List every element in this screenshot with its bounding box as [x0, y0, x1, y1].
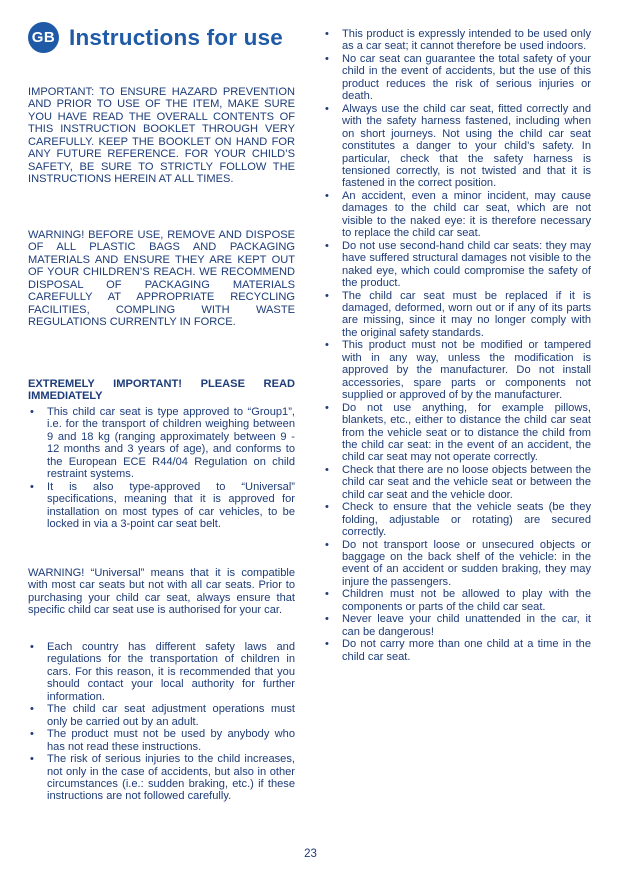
list-item: • The product must not be used by anybody who has not read these instructions. [28, 728, 295, 753]
list-item: • Do not use anything, for example pillows, blankets, etc., either to distance the child car seat from the vehicle seat or to distance the child from the child car seat: in the event of an accident, the child car seat may not operate correctly. [323, 402, 591, 464]
list-item: • This product is expressly intended to be used only as a car seat; it cannot therefore be used indoors. [323, 28, 591, 53]
page-title: Instructions for use [69, 24, 284, 50]
list-item: • Always use the child car seat, fitted correctly and with the safety harness fastened, including when on short journeys. Not using the child car seat constitutes a danger to your child’s safety. In particular, check that the safety harness is tensioned correctly, is not twisted and that it is fastened in the correct position. [323, 103, 591, 190]
language-badge: GB [28, 22, 59, 53]
list-item: • Children must not be allowed to play with the components or parts of the child car seat. [323, 588, 591, 613]
list-item: • It is also type-approved to “Universal” specifications, meaning that it is approved for installation on most types of car vehicles, to be locked in via a 3-point car seat belt. [28, 481, 295, 531]
list-item: • The child car seat adjustment operations must only be carried out by an adult. [28, 703, 295, 728]
important-notice: IMPORTANT: TO ENSURE HAZARD PREVENTION AND PRIOR TO USE OF THE ITEM, MAKE SURE YOU HAVE READ THE OVERALL CONTENTS OF THIS INSTRUCTION BOOKLET THROUGH VERY CAREFULLY. KEEP THE BOOKLET ON HAND FOR ANY FUTURE REFERENCE. FOR YOUR CHILD’S SAFETY, BE SURE TO STRICTLY FOLLOW THE INSTRUCTIONS HEREIN AT ALL TIMES. [28, 86, 295, 186]
list-item: • This child car seat is type approved to “Group1”, i.e. for the transport of children weighing between 9 and 18 kg (ranging approximately between 9 - 12 months and 3 years of age), and conforms to the European ECE R44/04 Regulation on child restraint systems. [28, 406, 295, 481]
list-item: • An accident, even a minor incident, may cause damages to the child car seat, which are not visible to the naked eye: it is therefore necessary to replace the child car seat. [323, 190, 591, 240]
page-number: 23 [304, 848, 317, 860]
list-item: • Do not carry more than one child at a time in the child car seat. [323, 638, 591, 663]
list-item: • Check to ensure that the vehicle seats (be they folding, adjustable or rotating) are secured correctly. [323, 501, 591, 538]
list-item: • The child car seat must be replaced if it is damaged, deformed, worn out or if any of its parts are missing, since it may no longer comply with the original safety standards. [323, 290, 591, 340]
extremely-important-heading: EXTREMELY IMPORTANT! PLEASE READ IMMEDIATELY [28, 378, 295, 403]
list-item: • Each country has different safety laws and regulations for the transportation of children in cars. For this reason, it is recommended that you should contact your local authority for further information. [28, 641, 295, 703]
list-item: • No car seat can guarantee the total safety of your child in the event of accidents, but the use of this product reduces the risk of serious injuries or death. [323, 53, 591, 103]
page-header [28, 22, 283, 53]
safety-bullet-list [28, 641, 295, 803]
approval-bullet-list [28, 406, 295, 531]
usage-bullet-list [323, 28, 591, 663]
list-item: • Check that there are no loose objects between the child car seat and the vehicle seat or between the child car seat and the vehicle door. [323, 464, 591, 501]
list-item: • Do not transport loose or unsecured objects or baggage on the back shelf of the vehicle: in the event of an accident or sudden braking, they may injure the passengers. [323, 539, 591, 589]
list-item: • Do not use second-hand child car seats: they may have suffered structural damages not visible to the naked eye, which could compromise the safety of the product. [323, 240, 591, 290]
packaging-warning: WARNING! BEFORE USE, REMOVE AND DISPOSE OF ALL PLASTIC BAGS AND PACKAGING MATERIALS AND ENSURE THEY ARE KEPT OUT OF YOUR CHILDREN’S REACH. WE RECOMMEND DISPOSAL OF PACKAGING MATERIALS CAREFULLY AT APPROPRIATE RECYCLING FACILITIES, COMPLING WITH WASTE REGULATIONS CURRENTLY IN FORCE. [28, 229, 295, 329]
list-item: • Never leave your child unattended in the car, it can be dangerous! [323, 613, 591, 638]
list-item: • This product must not be modified or tampered with in any way, unless the modification is approved by the manufacturer. Do not install accessories, spare parts or components not supplied or approved of by the manufacturer. [323, 339, 591, 401]
universal-warning: WARNING! “Universal” means that it is compatible with most car seats but not with all car seats. Prior to purchasing your child car seat, always ensure that specific child car seat use is authorised for your car. [28, 567, 295, 617]
list-item: • The risk of serious injuries to the child increases, not only in the case of accidents, but also in other circumstances (i.e.: sudden braking, etc.) if these instructions are not followed carefully. [28, 753, 295, 803]
